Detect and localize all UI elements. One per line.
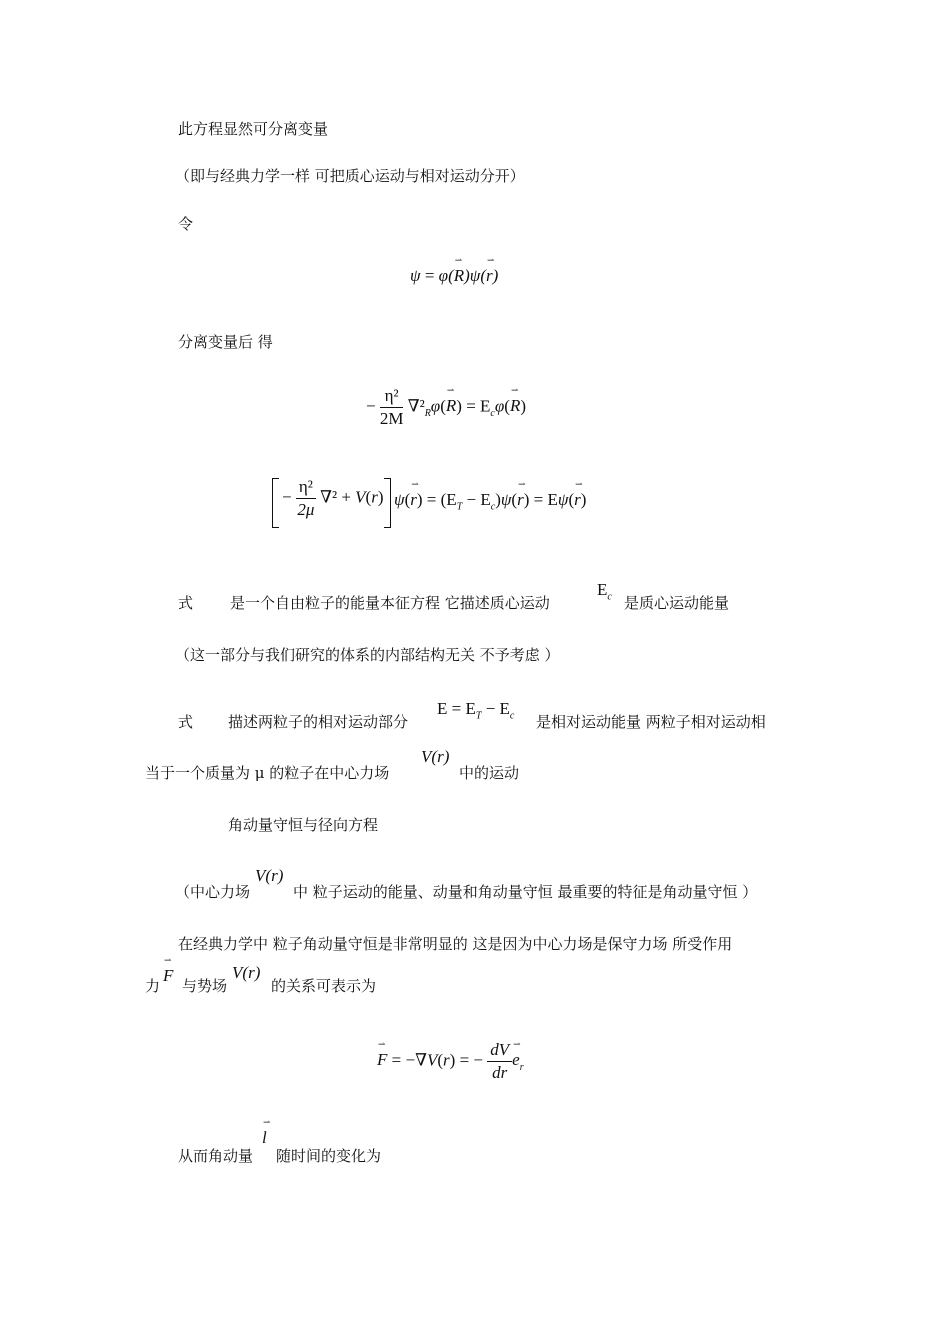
line-classical-mechanics: 在经典力学中 粒子角动量守恒是非常明显的 这是因为中心力场是保守力场 所受作用: [178, 935, 733, 953]
line-eq2-energy: 是相对运动能量 两粒子相对运动相: [536, 713, 766, 731]
line-internal-structure-note: （这一部分与我们研究的体系的内部结构无关 不予考虑 ）: [175, 646, 560, 664]
line-angular-momentum-a: 从而角动量: [178, 1147, 254, 1165]
section-heading: 角动量守恒与径向方程: [228, 816, 379, 834]
symbol-potential-2: V(r): [255, 866, 284, 885]
symbol-angular-momentum: ⇀ l: [262, 1128, 267, 1148]
line-let: 令: [178, 215, 194, 233]
line-central-field-a: （中心力场: [175, 883, 251, 901]
equation-center-of-mass: − $\frac{\text{η²}}{2M}$ $\nabla^2_R\varphi(⇀$ $R) = E_c\varphi(⇀$ R): [366, 386, 526, 429]
symbol-ec: $E_c$: [597, 580, 612, 603]
line-eq1-description: 是一个自由粒子的能量本征方程 它描述质心运动: [230, 594, 550, 612]
left-bracket: [272, 478, 279, 528]
line-after-separation: 分离变量后 得: [178, 333, 273, 351]
line-eq2-description: 描述两粒子的相对运动部分: [228, 713, 409, 731]
equation-relative-motion: − $\frac{\text{η²}}{2\mu}$ ∇² + V(r): [282, 477, 384, 519]
equation-relative-energy: $E = E_T - E_c$: [437, 699, 515, 722]
line-force-b: 与势场: [182, 977, 228, 995]
line-eq1-label: 式: [178, 594, 194, 612]
line-reduced-mass: 当于一个质量为 μ 的粒子在中心力场: [145, 764, 390, 782]
line-eq1-energy: 是质心运动能量: [624, 594, 730, 612]
line-central-field-b: 中 粒子运动的能量、动量和角动量守恒 最重要的特征是角动量守恒 ）: [293, 883, 758, 901]
equation-relative-motion-rhs: ψ(⇀ $r) = (E_T$ − $E_c)\psi(⇀$ r) = Eψ(⇀ r): [394, 490, 586, 512]
line-force-a: 力: [145, 977, 161, 995]
equation-separation: ψ = φ(⇀ R)ψ(⇀ r): [410, 266, 498, 286]
line-reduced-mass-end: 中的运动: [459, 764, 520, 782]
equation-force: ⇀ F = −∇V(r) = − $\frac{dV}{dr}$ ⇀ $e_r$: [377, 1040, 524, 1083]
right-bracket: [384, 478, 391, 528]
line-force-c: 的关系可表示为: [271, 977, 377, 995]
line-classical-note: （即与经典力学一样 可把质心运动与相对运动分开）: [175, 167, 525, 185]
line-angular-momentum-b: 随时间的变化为: [276, 1147, 382, 1165]
line-eq2-label: 式: [178, 713, 194, 731]
symbol-potential-3: V(r): [232, 963, 261, 982]
symbol-force: ⇀ F: [163, 966, 173, 986]
symbol-potential-1: V(r): [421, 747, 450, 766]
line-separable: 此方程显然可分离变量: [178, 120, 329, 138]
